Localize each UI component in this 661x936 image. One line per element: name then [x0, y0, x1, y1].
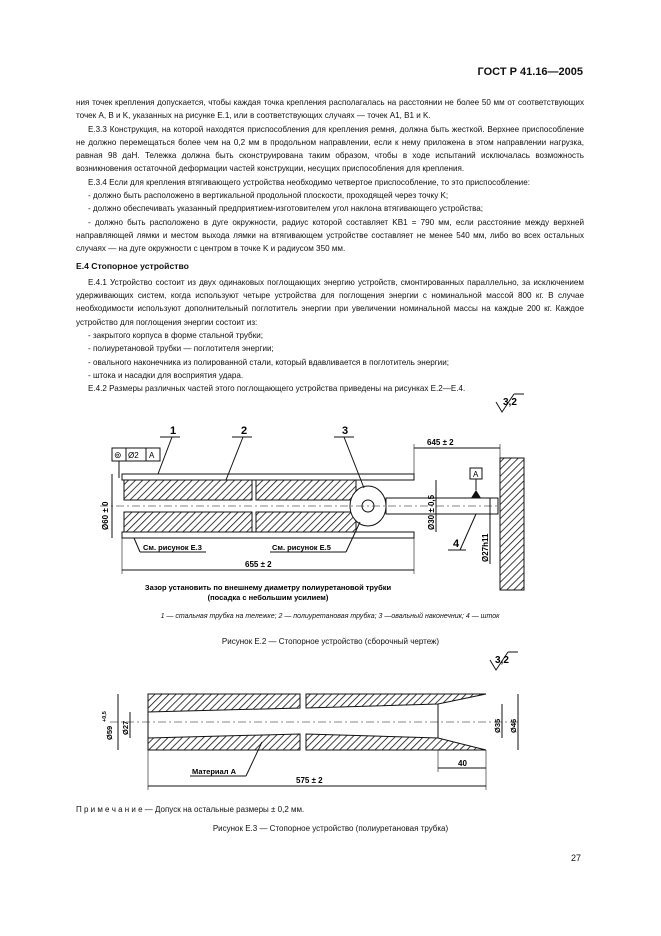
fit-note-line-2: (посадка с небольшим усилием)	[207, 593, 329, 602]
svg-text:Ø30 ± 0,5: Ø30 ± 0,5	[427, 494, 436, 530]
bullet-item: - должно быть расположено в вертикальной продольной плоскости, проходящей через точку K;	[88, 191, 449, 201]
section-heading: Е.4 Стопорное устройство	[76, 260, 189, 271]
svg-text:645 ± 2: 645 ± 2	[427, 438, 454, 447]
svg-text:3,2: 3,2	[495, 655, 509, 666]
svg-text:См. рисунок Е.3: См. рисунок Е.3	[143, 543, 202, 552]
reference-e3	[134, 538, 206, 552]
bullet-item: - полиуретановой трубки — поглотителя энергии;	[88, 344, 274, 354]
roughness-value: 3,2	[503, 397, 517, 408]
svg-text:Ø60 ± 0: Ø60 ± 0	[101, 501, 110, 530]
stop-wall	[500, 458, 524, 590]
dimension-d27-e3	[121, 712, 130, 738]
figure-e3-note: П р и м е ч а н и е — Допуск на остальные размеры ± 0,2 мм.	[76, 805, 305, 814]
svg-text:Ø59: Ø59	[105, 725, 114, 740]
svg-text:1: 1	[170, 425, 177, 437]
svg-text:3: 3	[342, 425, 349, 437]
figure-e2-caption: Рисунок Е.2 — Стопорное устройство (сборочный чертеж)	[221, 637, 440, 646]
paragraph: Е.4.2 Размеры различных частей этого поглощающего устройства приведены на рисунках Е.2—Е.4.	[88, 384, 466, 394]
paragraph: Е.4.1 Устройство состоит из двух одинаковых поглощающих энергию устройств, смонтированных параллельно, за исключением удерживающих систем, когда используют четыре устройства для поглощения энергии с номинальной массой 800 кг. В случае необходимости используют дополнительный поглотитель энергии при увеличении номинальной массы на каждые 200 кг. Каждое устройство для поглощения энергии состоит из:	[76, 277, 584, 327]
roughness-symbol	[496, 394, 524, 412]
fit-note-line-1: Зазор установить по внешнему диаметру полиуретановой трубки	[144, 583, 392, 592]
svg-text:Материал А: Материал А	[192, 767, 236, 776]
figure-e2-legend: 1 — стальная трубка на тележке; 2 — полиуретановая трубка; 3 —овальный наконечник; 4 — шток	[160, 613, 500, 620]
dimension-d35	[493, 704, 502, 738]
svg-text:+0,5: +0,5	[102, 711, 108, 722]
svg-text:Ø35: Ø35	[493, 718, 502, 733]
dimension-d46	[509, 694, 518, 750]
svg-text:2: 2	[241, 425, 248, 437]
bullet-item: - закрытого корпуса в форме стальной трубки;	[88, 331, 263, 341]
paragraph: Е.3.4 Если для крепления втягивающего устройства необходимо четвертое приспособление, то это приспособление:	[88, 177, 530, 187]
datum-marker	[470, 468, 482, 498]
svg-text:655 ± 2: 655 ± 2	[245, 560, 272, 569]
dimension-d30	[427, 480, 436, 532]
dimension-645	[414, 438, 500, 474]
document-header: ГОСТ Р 41.16—2005	[477, 66, 583, 78]
svg-text:См. рисунок Е.5: См. рисунок Е.5	[272, 543, 331, 552]
bullet-item: - штока и насадки для восприятия удара.	[88, 370, 244, 380]
svg-text:⊚: ⊚	[114, 450, 122, 460]
paragraph: ния точек крепления допускается, чтобы каждая точка крепления располагалась на расстоянии не более 50 мм от соответствующих точек A, B и K, указанных на рисунке Е.1, или в соответствующих случаях — точек A1, B1 и K.	[76, 98, 584, 121]
callout-2	[226, 425, 252, 480]
svg-text:575 ± 2: 575 ± 2	[296, 776, 323, 785]
bullet-item: - должно обеспечивать указанный предприятием-изготовителем угол наклона втягивающего устройства;	[88, 204, 484, 214]
dimension-d60	[101, 474, 112, 538]
bullet-item: - должно быть расположено в дуге окружности, радиус которой составляет KB1 = 790 мм, если расстояние между верхней направляющей лямки и местом выхода лямки на втягивающем устройстве составляет не менее 540 мм, либо во всех остальных случаях — на дуге окружности с центром в точке K и радиусом 350 мм.	[76, 217, 584, 254]
figure-e3-caption: Рисунок Е.3 — Стопорное устройство (полиуретановая трубка)	[212, 824, 449, 833]
steel-tube-top-wall	[122, 474, 414, 480]
callout-4	[448, 514, 476, 550]
svg-text:A: A	[149, 451, 155, 460]
dimension-40	[438, 750, 486, 772]
polyurethane-tube-upper	[124, 480, 252, 500]
figure-e3-tube	[110, 694, 520, 750]
paragraph: Е.3.3 Конструкция, на которой находятся приспособления для крепления ремня, должна быть жесткой. Верхнее приспособление не должно перемещаться более чем на 0,2 мм в продольном направлении, если к нему приложена в этом направлении нагрузка, равная 98 даН. Тележка должна быть сконструирована таким образом, чтобы в ходе испытаний исключалась возможность возникновения остаточной деформации частей конструкции, несущих приспособления для крепления.	[76, 124, 584, 174]
bullet-item: - овального наконечника из полированной стали, который вдавливается в поглотитель энергии;	[88, 357, 449, 367]
callout-1	[158, 425, 180, 474]
figure-e3-roughness	[490, 652, 518, 670]
svg-text:A: A	[473, 470, 479, 479]
svg-text:Ø46: Ø46	[509, 718, 518, 733]
svg-text:Ø27: Ø27	[121, 720, 130, 735]
svg-text:40: 40	[458, 759, 467, 768]
polyurethane-tube-lower	[124, 512, 252, 532]
page-number: 27	[570, 853, 581, 863]
svg-text:Ø2: Ø2	[128, 451, 139, 460]
steel-tube-bottom-wall	[122, 532, 414, 538]
svg-text:4: 4	[453, 538, 460, 550]
svg-text:Ø27h11: Ø27h11	[481, 533, 490, 562]
